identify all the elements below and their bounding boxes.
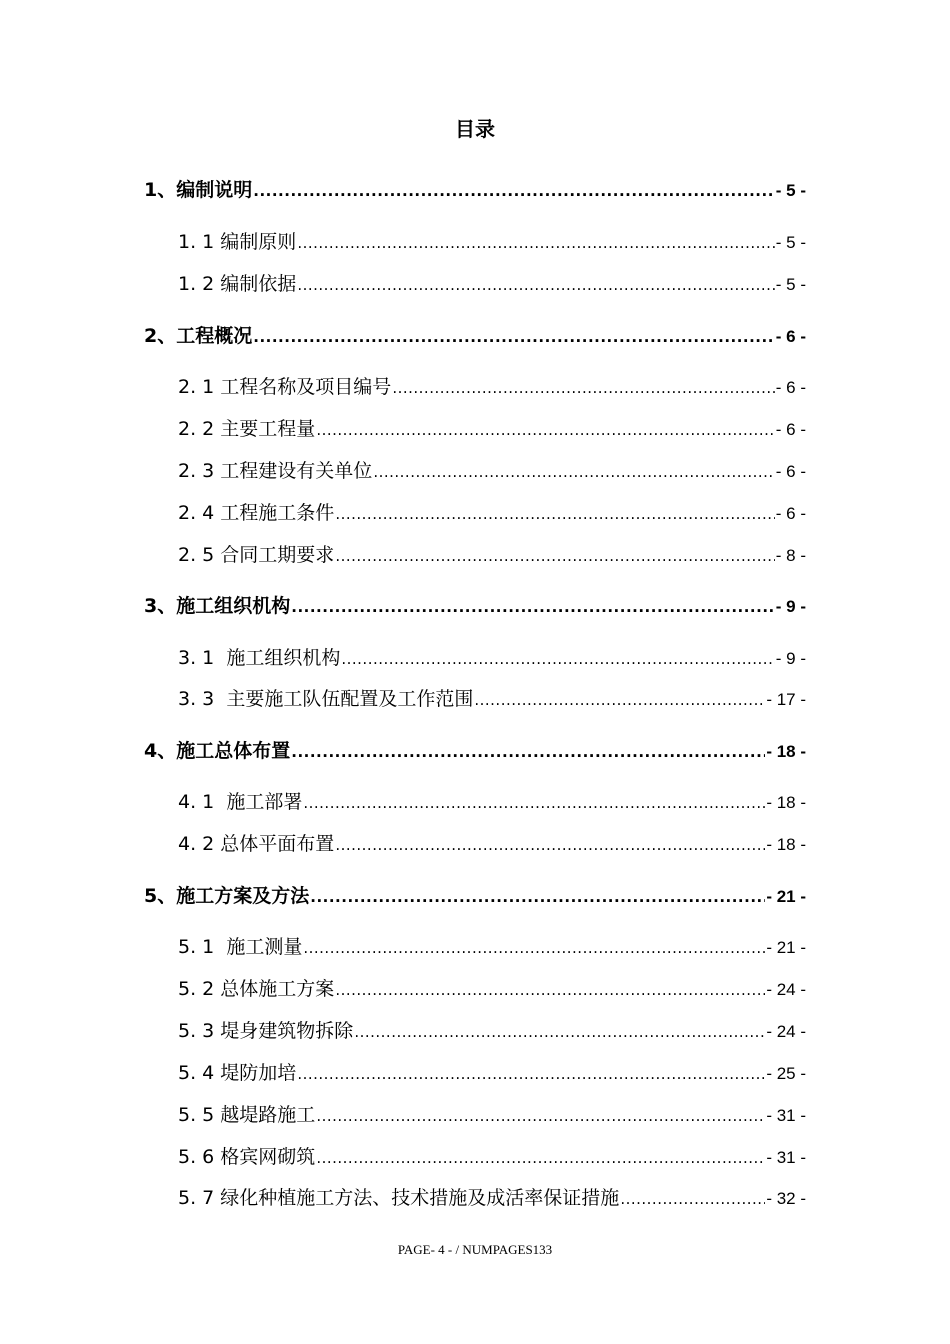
toc-entry-text: 工程名称及项目编号 xyxy=(220,376,392,398)
toc-dot-leader xyxy=(335,977,765,1003)
toc-dot-leader xyxy=(253,324,775,350)
toc-page-number: - 9 - xyxy=(775,597,806,616)
toc-page-number: - 31 - xyxy=(766,1106,806,1125)
toc-entry-number: 3. 1 xyxy=(178,647,227,669)
toc-dot-leader xyxy=(297,230,774,256)
toc-page-number: - 24 - xyxy=(766,1022,806,1041)
toc-subheading-link[interactable] xyxy=(178,374,806,401)
toc-heading-link[interactable] xyxy=(144,883,806,910)
toc-subheading-link[interactable] xyxy=(178,1144,806,1171)
toc-entry-number: 5. 2 xyxy=(178,978,221,1000)
toc-entry-text: 主要施工队伍配置及工作范围 xyxy=(226,688,474,710)
toc-dot-leader xyxy=(291,594,775,620)
toc-entry-text: 编制原则 xyxy=(220,231,297,253)
toc-page-number: - 6 - xyxy=(775,420,806,439)
toc-dot-leader xyxy=(341,646,774,672)
toc-dot-leader xyxy=(392,375,774,401)
toc-entry-number: 2. 5 xyxy=(178,544,221,566)
toc-entry-number: 2、 xyxy=(144,325,177,347)
toc-entry-number: 4. 1 xyxy=(178,791,227,813)
toc-subheading-link[interactable] xyxy=(178,686,806,713)
toc-title: 目录 xyxy=(455,117,495,141)
toc-entry-number: 4. 2 xyxy=(178,833,221,855)
toc-entry-text: 编制依据 xyxy=(220,273,297,295)
toc-entry-number: 1、 xyxy=(144,179,177,201)
toc-entry-number: 5. 3 xyxy=(178,1020,221,1042)
toc-page-number: - 6 - xyxy=(775,378,806,397)
toc-heading-link[interactable] xyxy=(144,593,806,620)
toc-entry-number: 5. 4 xyxy=(178,1062,221,1084)
toc-entry-number: 2. 1 xyxy=(178,376,221,398)
toc-dot-leader xyxy=(303,935,765,961)
toc-entry-text: 工程建设有关单位 xyxy=(220,460,373,482)
toc-subheading-link[interactable] xyxy=(178,1018,806,1045)
toc-dot-leader xyxy=(303,790,765,816)
toc-page-number: - 9 - xyxy=(775,649,806,668)
toc-entry-number: 5. 6 xyxy=(178,1146,221,1168)
toc-subheading-link[interactable] xyxy=(178,1102,806,1129)
toc-subheading-link[interactable] xyxy=(178,1185,806,1212)
toc-entry-number: 3. 3 xyxy=(178,688,227,710)
toc-page-number: - 6 - xyxy=(775,462,806,481)
toc-entry-number: 1. 1 xyxy=(178,231,221,253)
toc-dot-leader xyxy=(335,832,765,858)
toc-page-number: - 18 - xyxy=(766,742,806,761)
toc-dot-leader xyxy=(335,501,774,527)
toc-subheading-link[interactable] xyxy=(178,416,806,443)
toc-entry-text: 主要工程量 xyxy=(220,418,316,440)
toc-entry-text: 绿化种植施工方法、技术措施及成活率保证措施 xyxy=(220,1187,620,1209)
toc-entry-number: 5. 7 xyxy=(178,1187,221,1209)
toc-dot-leader xyxy=(310,884,765,910)
toc-page-number: - 21 - xyxy=(766,938,806,957)
toc-dot-leader xyxy=(316,1103,765,1129)
toc-entry-number: 4、 xyxy=(144,740,177,762)
toc-entry-text: 施工组织机构 xyxy=(176,595,291,617)
toc-page-number: - 21 - xyxy=(766,887,806,906)
toc-entry-text: 施工测量 xyxy=(226,936,303,958)
toc-dot-leader xyxy=(354,1019,765,1045)
toc-subheading-link[interactable] xyxy=(178,831,806,858)
toc-entry-text: 工程施工条件 xyxy=(220,502,335,524)
toc-page-number: - 6 - xyxy=(775,504,806,523)
toc-heading-link[interactable] xyxy=(144,738,806,765)
toc-entry-text: 合同工期要求 xyxy=(220,544,335,566)
toc-subheading-link[interactable] xyxy=(178,934,806,961)
page-footer: PAGE- 4 - / NUMPAGES133 xyxy=(397,1242,553,1257)
toc-entry-number: 2. 4 xyxy=(178,502,221,524)
toc-entry-text: 编制说明 xyxy=(176,179,253,201)
toc-dot-leader xyxy=(474,687,765,713)
toc-subheading-link[interactable] xyxy=(178,500,806,527)
toc-subheading-link[interactable] xyxy=(178,789,806,816)
toc-entry-number: 5. 5 xyxy=(178,1104,221,1126)
toc-entry-text: 施工组织机构 xyxy=(226,647,341,669)
toc-page-number: - 25 - xyxy=(766,1064,806,1083)
toc-subheading-link[interactable] xyxy=(178,976,806,1003)
toc-dot-leader xyxy=(291,739,765,765)
toc-page-number: - 18 - xyxy=(766,793,806,812)
toc-page-number: - 31 - xyxy=(766,1148,806,1167)
toc-entry-number: 1. 2 xyxy=(178,273,221,295)
toc-entry-number: 2. 3 xyxy=(178,460,221,482)
toc-entry-text: 格宾网砌筑 xyxy=(220,1146,316,1168)
toc-page-number: - 17 - xyxy=(766,690,806,709)
toc-entry-text: 施工部署 xyxy=(226,791,303,813)
toc-subheading-link[interactable] xyxy=(178,229,806,256)
toc-entry-text: 施工方案及方法 xyxy=(176,885,310,907)
toc-page-number: - 18 - xyxy=(766,835,806,854)
toc-page-number: - 6 - xyxy=(775,327,806,346)
toc-subheading-link[interactable] xyxy=(178,271,806,298)
toc-entry-number: 5、 xyxy=(144,885,177,907)
toc-page-number: - 8 - xyxy=(775,546,806,565)
toc-dot-leader xyxy=(335,543,774,569)
toc-entry-text: 工程概况 xyxy=(176,325,253,347)
toc-entry-text: 总体平面布置 xyxy=(220,833,335,855)
toc-dot-leader xyxy=(316,1145,765,1171)
toc-page-number: - 32 - xyxy=(766,1189,806,1208)
toc-entry-number: 5. 1 xyxy=(178,936,227,958)
toc-entry-text: 堤防加培 xyxy=(220,1062,297,1084)
toc-entry-text: 施工总体布置 xyxy=(176,740,291,762)
toc-subheading-link[interactable] xyxy=(178,645,806,672)
toc-dot-leader xyxy=(297,272,774,298)
toc-entry-number: 3、 xyxy=(144,595,177,617)
toc-dot-leader xyxy=(253,178,775,204)
toc-entry-number: 2. 2 xyxy=(178,418,221,440)
toc-subheading-link[interactable] xyxy=(178,542,806,569)
toc-page-number: - 5 - xyxy=(775,275,806,294)
toc-entry-text: 越堤路施工 xyxy=(220,1104,316,1126)
toc-entry-text: 堤身建筑物拆除 xyxy=(220,1020,354,1042)
toc-page-number: - 5 - xyxy=(775,233,806,252)
toc-dot-leader xyxy=(620,1186,765,1212)
toc-heading-link[interactable] xyxy=(144,323,806,350)
toc-entry-text: 总体施工方案 xyxy=(220,978,335,1000)
toc-page-number: - 24 - xyxy=(766,980,806,999)
toc-subheading-link[interactable] xyxy=(178,458,806,485)
toc-dot-leader xyxy=(373,459,774,485)
toc-dot-leader xyxy=(316,417,774,443)
toc-heading-link[interactable] xyxy=(144,177,806,204)
toc-subheading-link[interactable] xyxy=(178,1060,806,1087)
toc-dot-leader xyxy=(297,1061,765,1087)
toc-page-number: - 5 - xyxy=(775,181,806,200)
